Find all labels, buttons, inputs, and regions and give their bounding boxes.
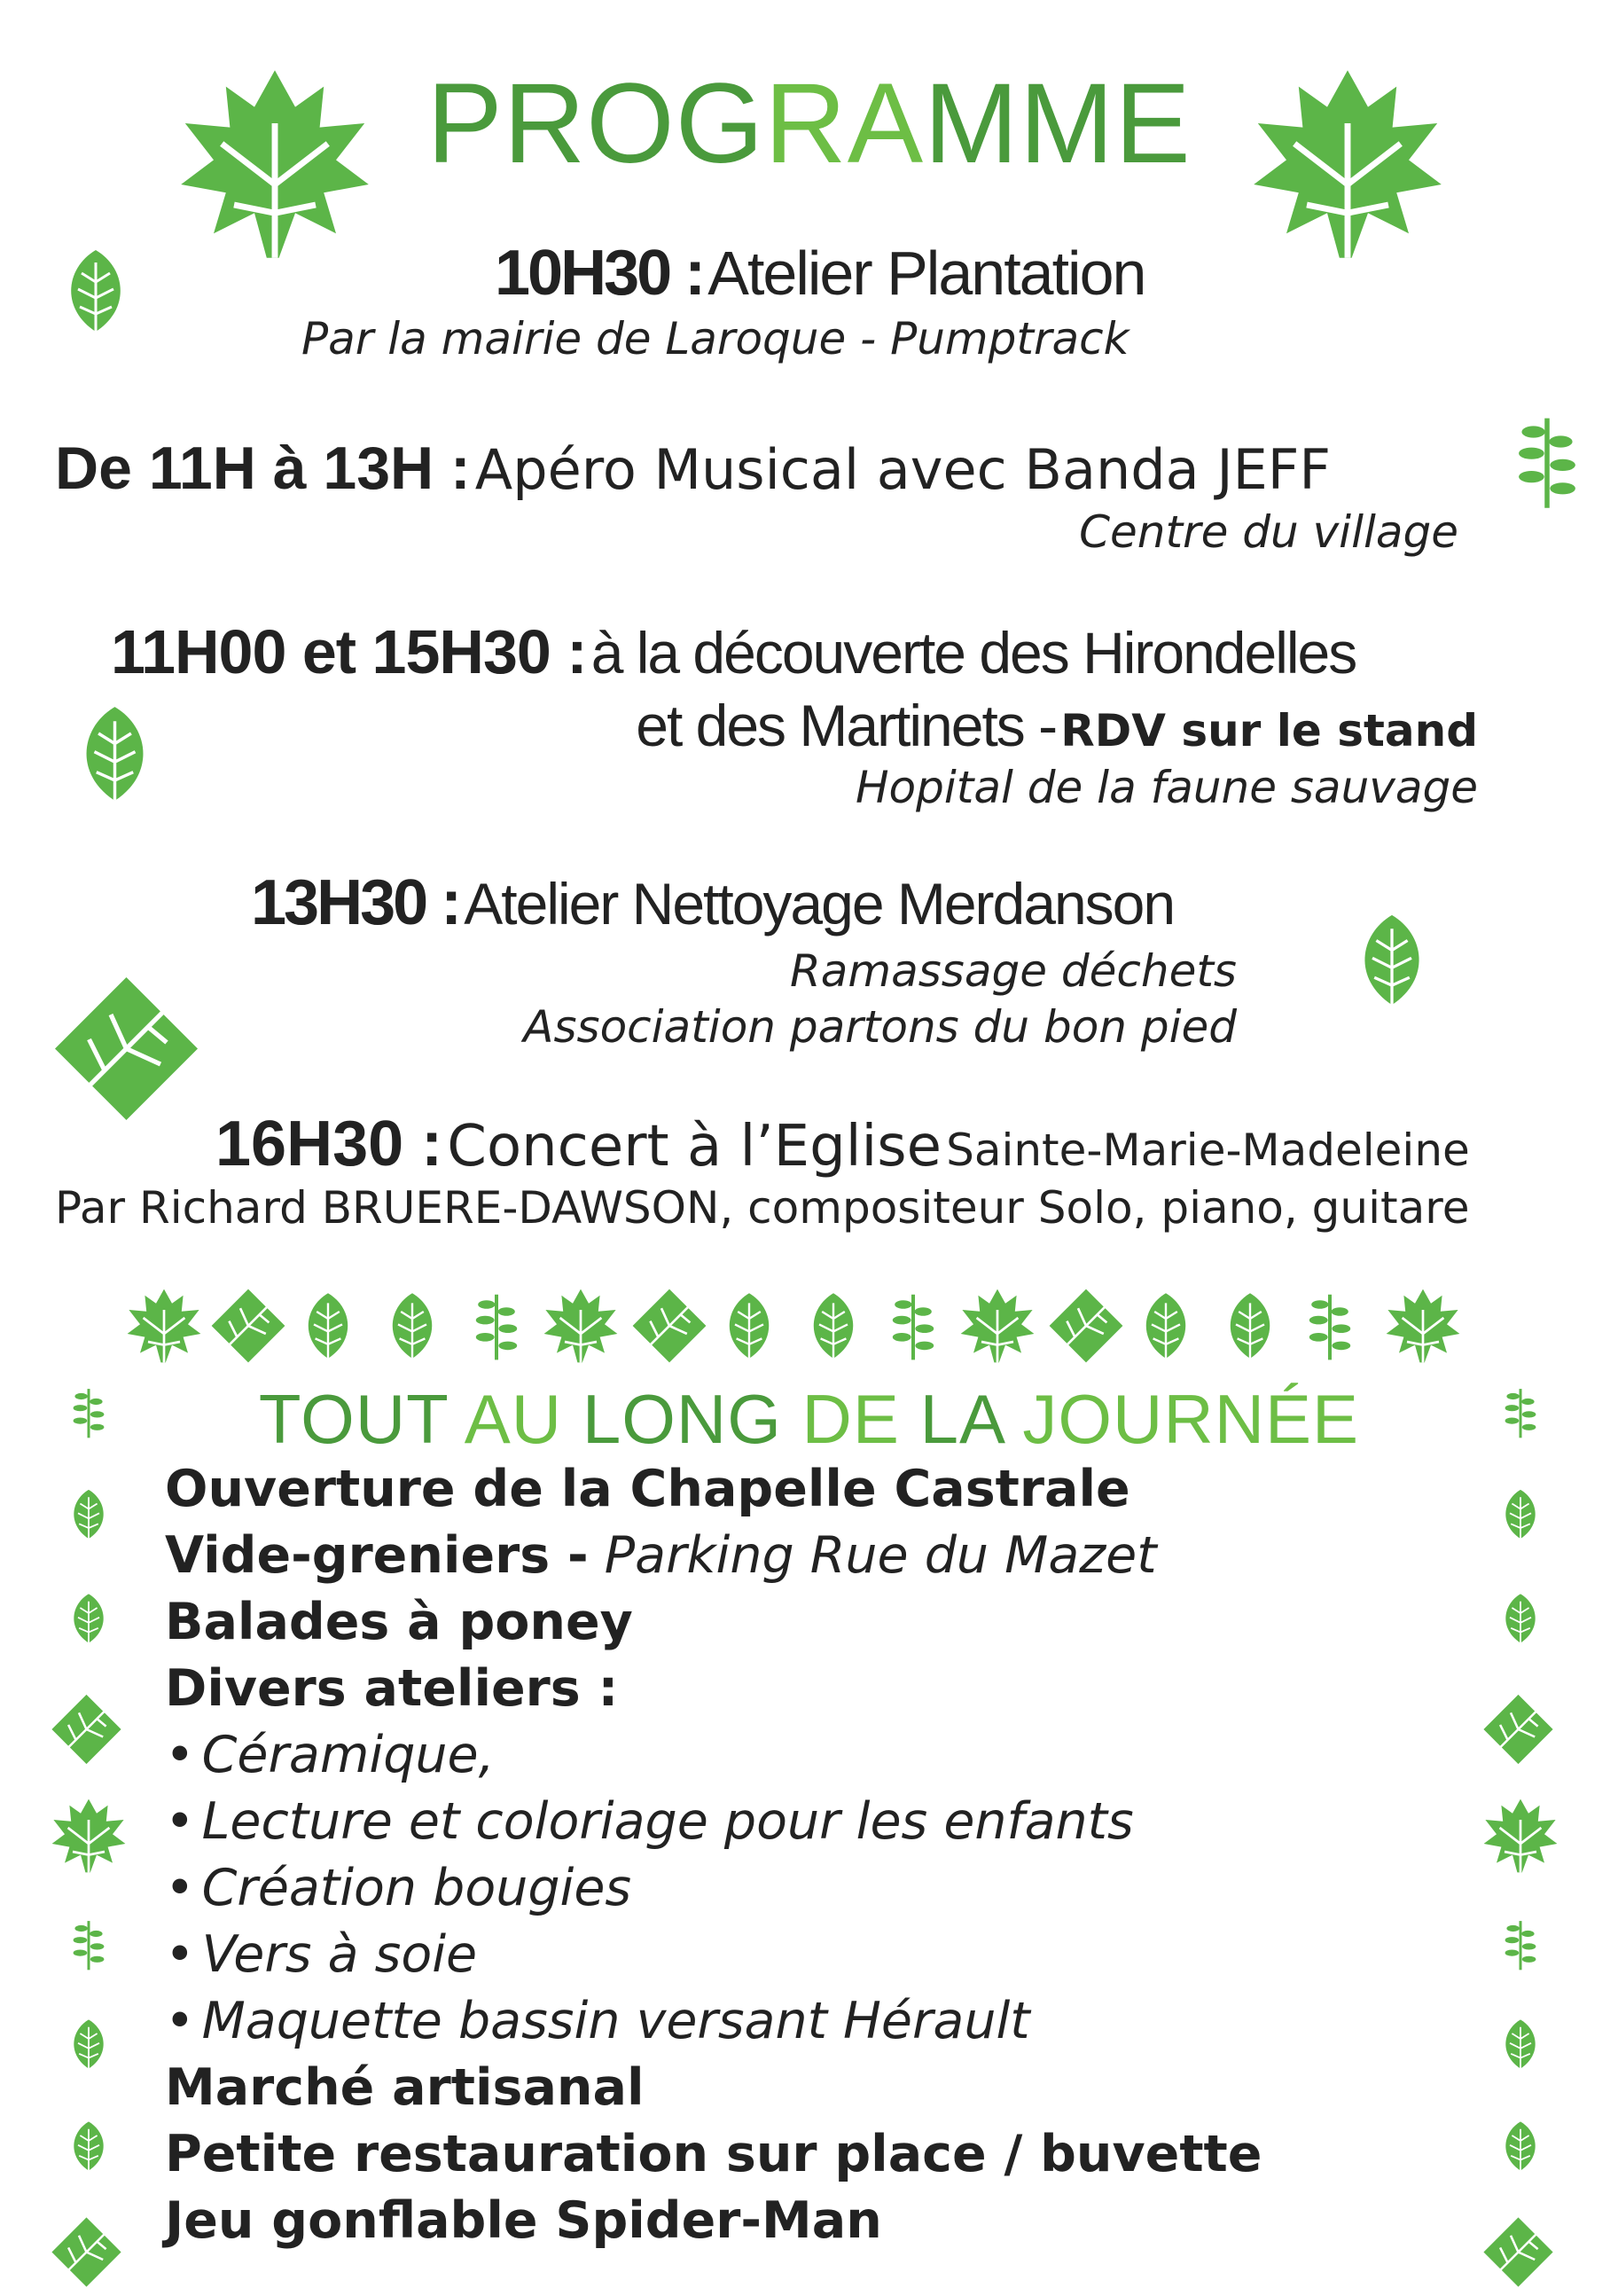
oak-leaf-icon [1494, 1472, 1547, 1556]
event-venue: Sainte-Marie-Madeleine [946, 1124, 1470, 1176]
event-title: à la découverte des Hirondelles [590, 620, 1356, 686]
leaf-border-top [124, 1277, 1481, 1375]
event-detail: Ramassage déchets [790, 945, 1237, 997]
diamond-leaf-icon [49, 971, 204, 1126]
diamond-leaf-icon [1046, 1281, 1126, 1370]
event-detail: Hopital de la faune sauvage [855, 762, 1478, 813]
maple-leaf-icon [1481, 1787, 1560, 1885]
event-title: Concert à l’Eglise [447, 1114, 942, 1179]
diamond-leaf-icon [629, 1281, 709, 1370]
oak-leaf-icon [1215, 1290, 1286, 1361]
list-item: Divers ateliers : [165, 1659, 619, 1718]
workshop-item: • Lecture et coloriage pour les enfants [165, 1792, 1134, 1851]
event-time: 16H30 : [215, 1109, 443, 1179]
list-item: Ouverture de la Chapelle Castrale [165, 1460, 1130, 1518]
maple-leaf-icon [49, 1787, 129, 1885]
sprig-icon [1498, 381, 1596, 541]
event-row [636, 690, 1478, 761]
event-time: 11H00 et 15H30 : [111, 617, 587, 686]
workshop-item: • Vers à soie [165, 1925, 478, 1984]
event-detail: Centre du village [1079, 506, 1458, 558]
event-meeting-point: RDV sur le stand [1060, 705, 1478, 756]
event-row [495, 238, 1145, 309]
event-title: et des Martinets - [636, 693, 1057, 758]
leaf-icon [62, 2106, 115, 2186]
leaf-icon [1343, 896, 1441, 1024]
bullet-icon: • [165, 1925, 195, 1984]
bullet-icon: • [165, 1992, 195, 2050]
oak-leaf-icon [377, 1290, 448, 1361]
oak-leaf-icon [62, 1472, 115, 1556]
event-title: Atelier Nettoyage Merdanson [464, 871, 1175, 936]
leaf-icon [62, 1579, 115, 1658]
maple-leaf-icon [124, 1281, 204, 1370]
sprig-icon [878, 1290, 949, 1361]
event-row [55, 433, 1331, 504]
diamond-leaf-icon [1481, 2208, 1556, 2296]
oak-leaf-icon [1494, 2000, 1547, 2088]
page-title: PROGRAMME [426, 60, 1192, 187]
leaf-icon [1494, 2106, 1547, 2186]
leaf-icon [51, 229, 140, 353]
event-row [251, 867, 1174, 938]
list-item: Balades à poney [165, 1593, 633, 1651]
diamond-leaf-icon [49, 2208, 124, 2296]
event-time: 13H30 : [251, 867, 460, 938]
sprig-icon [461, 1290, 532, 1361]
all-day-list [165, 1456, 1262, 2254]
sprig-icon [62, 1902, 115, 1986]
oak-leaf-icon [62, 2000, 115, 2088]
bullet-icon: • [165, 1792, 195, 1851]
section-heading: TOUT AU LONG DE LA JOURNÉE [258, 1380, 1360, 1458]
event-row [111, 616, 1356, 687]
maple-leaf-icon [541, 1281, 621, 1370]
event-title: Atelier Plantation [707, 239, 1145, 308]
diamond-leaf-icon [49, 1685, 124, 1774]
maple-leaf-icon [958, 1281, 1037, 1370]
sprig-icon [1494, 1902, 1547, 1986]
leaf-border-right [1481, 1370, 1560, 2296]
oak-leaf-icon [64, 683, 166, 825]
bullet-icon: • [165, 1726, 195, 1784]
event-detail: Association partons du bon pied [523, 1001, 1237, 1053]
oak-leaf-icon [798, 1290, 869, 1361]
event-title: Apéro Musical avec Banda JEFF [474, 437, 1332, 502]
list-item: Vide-greniers - Parking Rue du Mazet [165, 1526, 1157, 1585]
event-time: De 11H à 13H : [55, 435, 471, 502]
leaf-icon [1130, 1290, 1201, 1361]
maple-leaf-icon [1383, 1281, 1463, 1370]
list-item: Jeu gonflable Spider-Man [165, 2191, 882, 2250]
workshop-item: • Création bougies [165, 1859, 632, 1917]
workshop-item: • Céramique, [165, 1726, 495, 1784]
leaf-icon [293, 1290, 363, 1361]
list-item: Marché artisanal [165, 2058, 645, 2117]
event-time: 10H30 : [495, 238, 704, 309]
diamond-leaf-icon [1481, 1685, 1556, 1774]
sprig-icon [1294, 1290, 1365, 1361]
diamond-leaf-icon [208, 1281, 288, 1370]
list-item: Petite restauration sur place / buvette [165, 2125, 1262, 2183]
workshop-item: • Maquette bassin versant Hérault [165, 1992, 1030, 2050]
event-detail: Par la mairie de Laroque - Pumptrack [301, 313, 1129, 364]
bullet-icon: • [165, 1859, 195, 1917]
event-detail: Par Richard BRUERE-DAWSON, compositeur Solo, piano, guitare [55, 1182, 1470, 1234]
leaf-icon [714, 1290, 785, 1361]
leaf-border-left [49, 1370, 129, 2296]
event-row [215, 1109, 1470, 1179]
leaf-icon [1494, 1579, 1547, 1658]
